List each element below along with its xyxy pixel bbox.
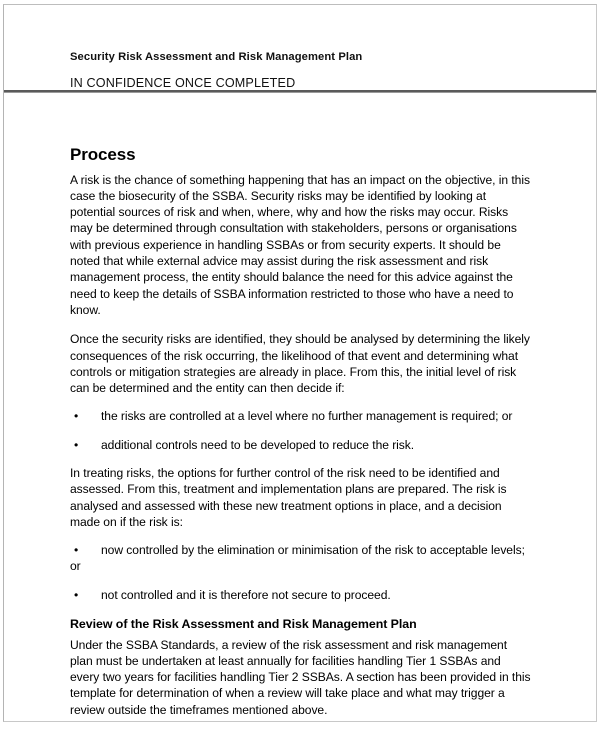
paragraph-risk-treatment: In treating risks, the options for further control of the risk need to be identified and assessed. From this, treatment and implementation plans are prepared. The risk is analysed and assessed with these new treatment options in place, and a decision made on if the risk is:	[70, 466, 507, 529]
bullet-list-treated-risk-decision	[70, 542, 532, 603]
document-body	[70, 145, 532, 718]
section-heading-review: Review of the Risk Assessment and Risk Management Plan	[70, 617, 417, 632]
document-header	[4, 5, 596, 91]
paragraph-risk-analysis: Once the security risks are identified, they should be analysed by determining the likely consequences of the risk occurring, the likelihood of that event and determining what controls or mitigation strategies are already in place. From this, the initial level of risk can be determined and the entity can then decide if:	[70, 332, 530, 396]
header-classification-label: IN CONFIDENCE ONCE COMPLETED	[70, 76, 296, 91]
section-heading-process: Process	[70, 145, 136, 164]
bullet-point-icon: •	[74, 409, 79, 424]
bullet-list-initial-risk-decision	[70, 408, 532, 453]
bullet-point-icon: •	[74, 437, 79, 452]
list-item	[70, 587, 532, 603]
paragraph-risk-definition: A risk is the chance of something happening that has an impact on the objective, in this case the biosecurity of the SSBA. Security risks may be identified by looking at potential sources of risk and when, where, why and how the risks may occur. Risks may be determined through consultation with stakeholders, persons or organisations with previous experience in handling SSBAs or from security experts. It should be noted that while external advice may assist during the risk assessment and risk management process, the entity should balance the need for this advice against the need to keep the details of SSBA information restricted to those who have a need to know.	[70, 172, 530, 317]
list-item-continuation-text: or	[70, 559, 81, 574]
list-item-text: not controlled and it is therefore not secure to proceed.	[101, 587, 391, 602]
paragraph-review-requirements: Under the SSBA Standards, a review of the risk assessment and risk management plan must be undertaken at least annually for facilities handling Tier 1 SSBAs and every two years for facilities handling Tier 2 SSBAs. A section has been provided in this template for determination of when a review will take place and what may trigger a review outside the timeframes mentioned above.	[70, 637, 531, 717]
list-item-text: additional controls need to be developed to reduce the risk.	[101, 437, 415, 452]
list-item-text: the risks are controlled at a level where no further management is required; or	[101, 409, 513, 424]
header-document-title: Security Risk Assessment and Risk Management Plan	[70, 51, 363, 63]
bullet-point-icon: •	[74, 543, 79, 558]
document-sheet	[3, 4, 597, 722]
bullet-point-icon: •	[74, 587, 79, 602]
list-item	[70, 408, 532, 424]
header-divider-rule	[4, 90, 596, 93]
list-item	[70, 542, 532, 575]
list-item-text: now controlled by the elimination or minimisation of the risk to acceptable levels;	[101, 543, 525, 558]
list-item	[70, 437, 532, 453]
